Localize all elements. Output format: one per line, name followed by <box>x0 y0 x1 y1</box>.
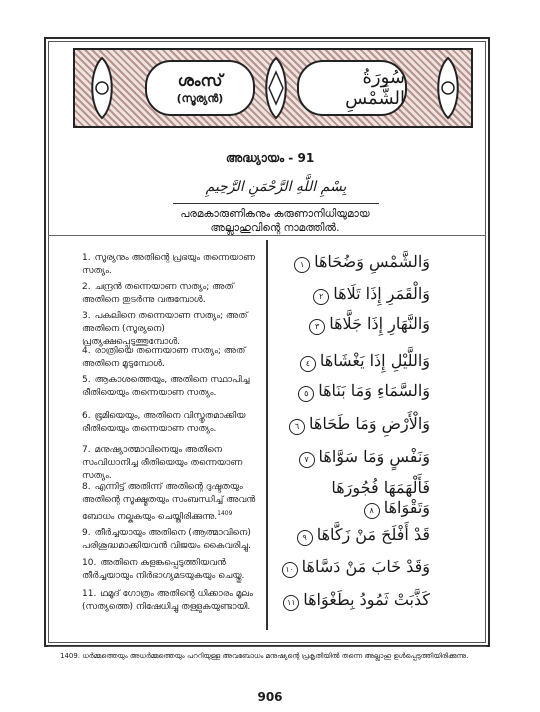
verse-end-marker: ٢ <box>313 289 329 305</box>
verse-arabic-text: كَذَّبَتْ ثَمُودُ بِطَغْوَاهَا <box>303 590 430 609</box>
verse-number: 10. <box>82 558 97 568</box>
verse-translation <box>82 410 258 436</box>
verse-number: 5. <box>82 375 91 385</box>
verse-number: 8. <box>82 482 91 492</box>
footnote: 1409. ധർമ്മത്തെയും അധർമ്മത്തെയും പററിയുള്ള അവബോധം മനുഷ്യന്റെ പ്രകൃതിയിൽ തന്നെ അല്ലാഹു ഉൾപ്പെടുത്തിയിരിക്കുന്നു. <box>60 652 469 660</box>
verse-arabic-text: وَاللَّيْلِ إِذَا يَغْشَاهَا <box>319 351 430 370</box>
verse-end-marker: ٥ <box>298 386 314 402</box>
footnote-reference: 1409 <box>217 510 233 517</box>
chapter-heading: അദ്ധ്യായം - 91 <box>225 151 315 165</box>
verse-arabic-text: وَالسَّمَاءِ وَمَا بَنَاهَا <box>318 381 430 400</box>
verse-text: അതിനെ കളങ്കപ്പെടുത്തിയവൻ തീർച്ചയായും നിർഭാഗ്യമടയുകയും ചെയ്തു. <box>82 558 245 581</box>
verse-text: തീർച്ചയായും അതിനെ (ആത്മാവിനെ) പരിശുദ്ധമാക്കിയവൻ വിജയം കൈവരിച്ചു. <box>82 528 251 551</box>
verse-number: 11. <box>82 589 97 599</box>
verse-number: 1. <box>82 253 91 263</box>
sura-title-banner <box>73 48 473 128</box>
verse-arabic <box>280 314 430 335</box>
verse-number: 6. <box>82 411 91 421</box>
sura-name-arabic: سُورَةُ الشَّمْسِ <box>345 67 405 109</box>
verse-arabic-text: وَالشَّمْسِ وَضُحَاهَا <box>314 252 430 271</box>
footnote-rule <box>48 646 486 647</box>
verse-translation <box>82 252 258 278</box>
verse-arabic <box>280 525 430 546</box>
verse-number: 9. <box>82 528 91 538</box>
right-ornament-icon <box>431 56 465 120</box>
verse-arabic <box>280 478 430 519</box>
verse-number: 4. <box>82 346 91 356</box>
verse-end-marker: ٨ <box>364 503 380 519</box>
verse-translation <box>82 444 258 483</box>
verse-arabic-text: وَنَفْسٍ وَمَا سَوَّاهَا <box>318 447 430 466</box>
verse-translation <box>82 310 258 349</box>
verse-text: രാത്രിയെ തന്നെയാണ സത്യം; അത് അതിനെ മൂടുമ്പോൾ. <box>82 346 246 369</box>
verse-arabic-text: وَالْأَرْضِ وَمَا طَحَاهَا <box>309 414 430 433</box>
verse-translation <box>82 374 258 400</box>
verse-end-marker: ٦ <box>289 419 305 435</box>
verse-arabic-text: وَالنَّهَارِ إِذَا جَلَّاهَا <box>329 314 430 333</box>
sura-name-subtitle: (സൂര്യൻ) <box>176 91 224 105</box>
verse-arabic <box>280 557 430 578</box>
verse-arabic <box>280 590 430 611</box>
verse-translation <box>82 557 258 583</box>
verse-arabic <box>280 414 430 435</box>
verse-end-marker: ١ <box>294 257 310 273</box>
verse-text: സൂര്യനും അതിന്റെ പ്രഭയും തന്നെയാണ സത്യം. <box>82 253 255 276</box>
column-divider <box>266 240 268 630</box>
verse-translation <box>82 481 258 524</box>
verse-text: ഭൂമിയെയും, അതിനെ വിസ്തൃതമാക്കിയ രീതിയെയും തന്നെയാണ സത്യം. <box>82 411 246 434</box>
page-number: 906 <box>257 690 283 704</box>
verse-arabic <box>280 351 430 372</box>
verse-arabic <box>280 252 430 273</box>
verse-end-marker: ٧ <box>299 452 315 468</box>
verse-end-marker: ٤ <box>300 356 316 372</box>
center-ornament-icon <box>259 56 293 120</box>
verse-end-marker: ٣ <box>309 319 325 335</box>
verse-arabic <box>280 284 430 305</box>
verse-number: 3. <box>82 311 91 321</box>
sura-name-cartouche <box>145 60 255 116</box>
verse-end-marker: ١١ <box>283 595 299 611</box>
verse-text: ഥമൂദ് ഗോത്രം അതിന്റെ ധിക്കാരം മൂലം (സത്യത്തെ) നിഷേധിച്ചു തള്ളുകയുണ്ടായി. <box>82 589 253 612</box>
verse-text: മനുഷ്യാത്മാവിനെയും അതിനെ സംവിധാനിച്ച രീതിയെയും തന്നെയാണ സത്യം. <box>82 445 243 481</box>
verse-arabic-text: قَدْ أَفْلَحَ مَنْ زَكَّاهَا <box>316 525 430 544</box>
verse-arabic-text: وَقَدْ خَابَ مَنْ دَسَّاهَا <box>301 557 430 576</box>
left-ornament-icon <box>85 56 119 120</box>
verse-translation <box>82 527 258 553</box>
section-divider <box>48 235 486 236</box>
verse-end-marker: ١٠ <box>282 562 298 578</box>
verse-arabic <box>280 381 430 402</box>
verse-arabic <box>280 447 430 468</box>
verse-number: 7. <box>82 445 91 455</box>
verse-end-marker: ٩ <box>297 530 313 546</box>
verse-number: 2. <box>82 282 91 292</box>
verse-text: ചന്ദ്രൻ തന്നെയാണ സത്യം; അത് അതിനെ തുടർന്നു വരുമ്പോൾ. <box>82 282 234 305</box>
verse-text: ആകാശത്തെയും, അതിനെ സ്ഥാപിച്ച രീതിയെയും തന്നെയാണ സത്യം. <box>82 375 250 398</box>
sura-name-malayalam: ശംസ് <box>177 70 223 90</box>
verse-translation <box>82 281 258 307</box>
verse-arabic-text: وَالْقَمَرِ إِذَا تَلَاهَا <box>333 284 430 303</box>
verse-arabic-text: فَأَلْهَمَهَا فُجُورَهَا وَتَقْوَاهَا <box>331 478 430 517</box>
bismillah-calligraphy: بِسْمِ اللَّهِ الرَّحْمَنِ الرَّحِيمِ <box>173 173 379 204</box>
verse-text: എന്നിട്ട് അതിന്ന് അതിന്റെ ദുഷ്ടതയും അതിന്റെ സൂക്ഷ്മതയും സംബന്ധിച്ച് അവൻ ബോധം നല്കുകയും ചെയ്തിരിക്കുന്നു. <box>82 482 256 522</box>
bismillah-translation: പരമകാരുണികനും കരുണാനിധിയുമായ അല്ലാഹുവിന്റെ നാമത്തിൽ. <box>180 208 370 234</box>
verse-translation <box>82 345 258 371</box>
sura-name-arabic-cartouche <box>297 60 407 116</box>
verse-text: പകലിനെ തന്നെയാണ സത്യം; അത് അതിനെ (സൂര്യനെ) പ്രത്യക്ഷപ്പെടുത്തുമ്പോൾ. <box>82 311 248 347</box>
verse-translation <box>82 588 258 614</box>
